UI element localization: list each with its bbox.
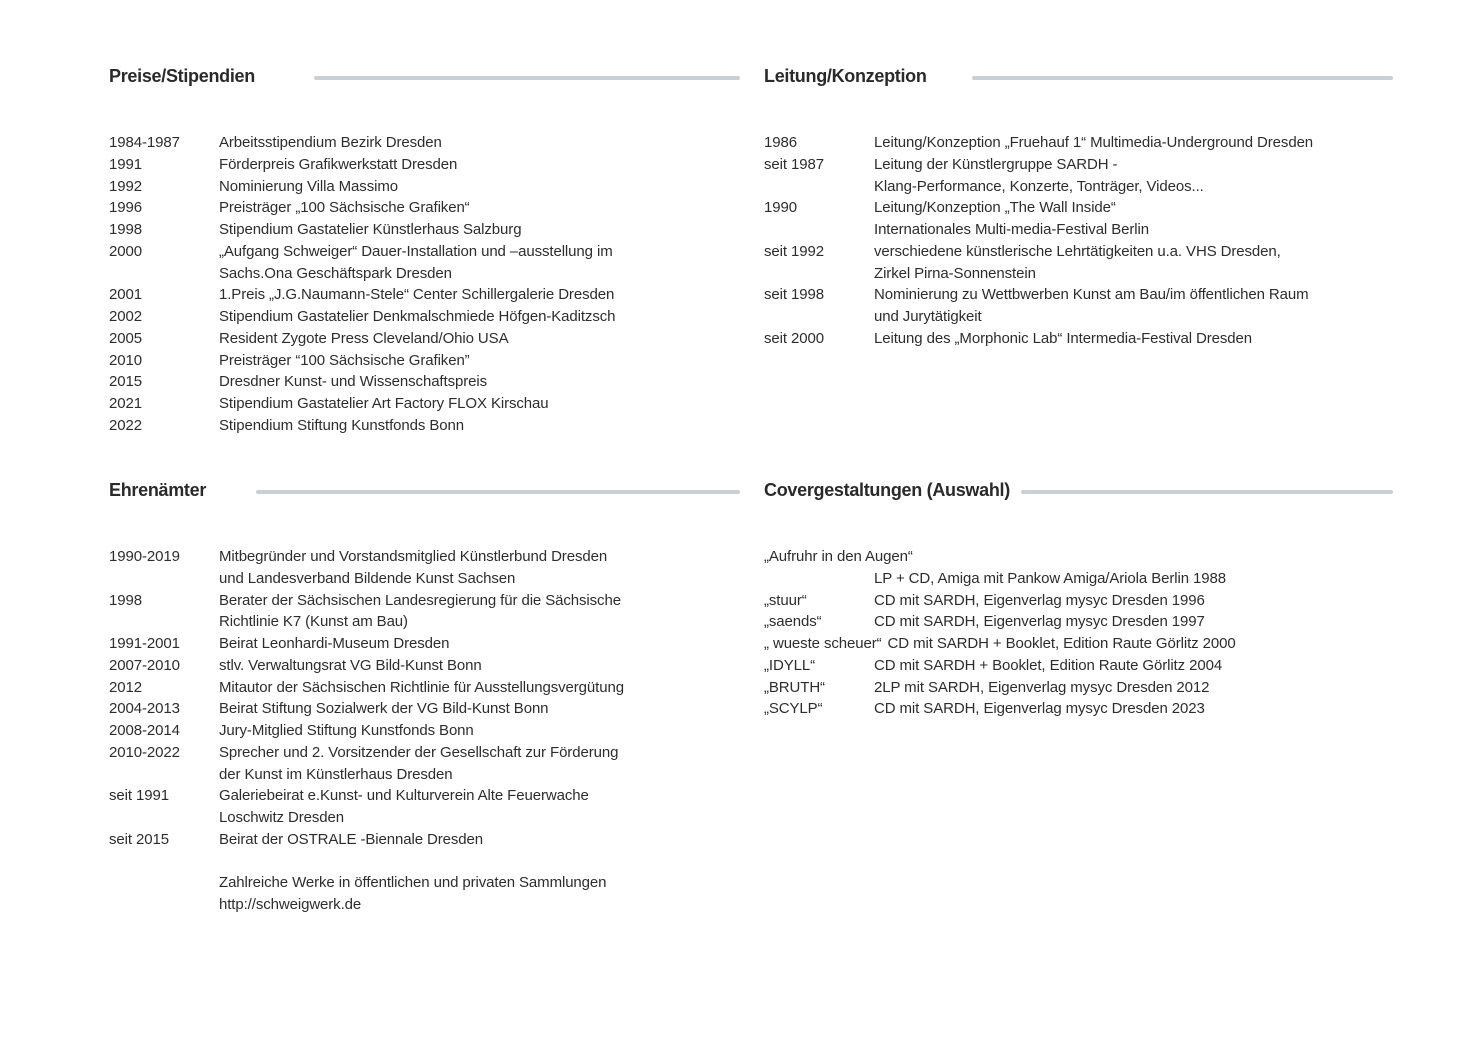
entry-term: 2021 (109, 395, 142, 412)
entry-line: Preisträger “100 Sächsische Grafiken” (219, 351, 470, 369)
entry-description (219, 698, 740, 720)
entry-description (874, 655, 1393, 677)
list-item (109, 241, 740, 285)
list-item (109, 655, 740, 677)
entry-description (874, 568, 1393, 590)
list-item (764, 241, 1393, 285)
entry-line: Richtlinie K7 (Kunst am Bau) (219, 613, 408, 631)
entry-description (219, 219, 740, 241)
section-rule (314, 76, 740, 80)
entry-line: Sprecher und 2. Vorsitzender der Gesellschaft zur Förderung (219, 743, 619, 761)
entry-line: CD mit SARDH, Eigenverlag mysyc Dresden 2023 (874, 700, 1205, 718)
list-item (109, 306, 740, 328)
entry-description (874, 611, 1393, 633)
entry-term: „ wueste scheuer“ (764, 635, 882, 652)
entry-term: seit 1998 (764, 286, 824, 304)
entry-term: „Aufruhr in den Augen“ (764, 548, 913, 565)
entry-term: 1990-2019 (109, 548, 180, 565)
entry-description (219, 415, 740, 437)
entry-description (874, 197, 1393, 241)
entry-line: „Aufgang Schweiger“ Dauer-Installation und –ausstellung im (219, 242, 613, 260)
entry-description (219, 306, 740, 328)
entry-term: 1998 (109, 591, 142, 609)
list-item (764, 328, 1393, 350)
entry-description (874, 241, 1393, 285)
list-item (109, 590, 740, 634)
list-item (109, 698, 740, 720)
list-item (764, 590, 1393, 612)
entry-description (874, 590, 1393, 612)
entry-description (874, 132, 1393, 154)
entry-line: Leitung des „Morphonic Lab“ Intermedia-Festival Dresden (874, 329, 1253, 347)
section-rule (256, 490, 740, 494)
entry-description (874, 284, 1393, 328)
entry-line: Leitung/Konzeption „The Wall Inside“ (874, 199, 1116, 217)
entry-line: CD mit SARDH + Booklet, Edition Raute Görlitz 2000 (887, 635, 1236, 652)
entry-line: Stipendium Gastatelier Denkmalschmiede Höfgen-Kaditzsch (219, 308, 616, 325)
entry-line: 2LP mit SARDH, Eigenverlag mysyc Dresden 2012 (874, 678, 1210, 696)
entry-term: 1992 (109, 177, 142, 195)
list-item (109, 176, 740, 198)
entry-term: seit 1987 (764, 155, 824, 173)
entry-description (219, 197, 740, 219)
section-ehrenaemter (109, 479, 740, 916)
entry-term: 2008-2014 (109, 722, 180, 739)
entry-line: 1.Preis „J.G.Naumann-Stele“ Center Schillergalerie Dresden (219, 286, 615, 304)
entry-term: 1991-2001 (109, 635, 180, 652)
entry-description (219, 154, 740, 176)
entry-term: „SCYLP“ (764, 700, 823, 718)
entry-description (219, 328, 740, 350)
list-item (764, 611, 1393, 633)
entry-description (219, 176, 740, 198)
entry-line: http://schweigwerk.de (219, 896, 362, 913)
list-item (764, 568, 1393, 590)
entry-term: 1996 (109, 199, 142, 217)
section-title: Leitung/Konzeption (764, 65, 927, 86)
entry-line: und Landesverband Bildende Kunst Sachsen (219, 569, 516, 587)
entry-line: Beirat Stiftung Sozialwerk der VG Bild-Kunst Bonn (219, 700, 549, 718)
entry-line: LP + CD, Amiga mit Pankow Amiga/Ariola Berlin 1988 (874, 569, 1226, 587)
section-title: Ehrenämter (109, 479, 207, 500)
list-item (109, 546, 740, 590)
list-item (109, 350, 740, 372)
entry-term: „stuur“ (764, 591, 807, 609)
entry-line: Dresdner Kunst- und Wissenschaftspreis (219, 373, 487, 391)
entry-description (219, 829, 740, 851)
entry-line: Galeriebeirat e.Kunst- und Kulturverein Alte Feuerwache (219, 787, 589, 805)
entry-description (219, 720, 740, 742)
entry-term: 1990 (764, 199, 797, 217)
entry-line: Stipendium Gastatelier Art Factory FLOX Kirschau (219, 395, 549, 412)
entry-line: Arbeitsstipendium Bezirk Dresden (219, 134, 442, 151)
list-item (764, 633, 1393, 655)
entry-line: Leitung der Künstlergruppe SARDH - (874, 155, 1118, 173)
entry-term: 1991 (109, 155, 142, 173)
list-item (109, 219, 740, 241)
list-item (109, 197, 740, 219)
entry-line: Sachs.Ona Geschäftspark Dresden (219, 264, 452, 282)
list-item (109, 371, 740, 393)
list-item (109, 284, 740, 306)
entry-description (219, 132, 740, 154)
section-preise-stipendien (109, 65, 740, 437)
entry-term: 1986 (764, 134, 797, 151)
entry-line: Klang-Performance, Konzerte, Tonträger, Videos... (874, 177, 1204, 195)
entry-line: Förderpreis Grafikwerkstatt Dresden (219, 155, 458, 173)
section-header (109, 479, 740, 501)
entry-description (874, 677, 1393, 699)
section-header (109, 65, 740, 87)
entry-line: Nominierung Villa Massimo (219, 177, 398, 195)
entry-line: verschiedene künstlerische Lehrtätigkeiten u.a. VHS Dresden, (874, 242, 1281, 260)
entry-description (219, 677, 740, 699)
entry-line: der Kunst im Künstlerhaus Dresden (219, 765, 453, 783)
list-item (764, 132, 1393, 154)
entry-line: Berater der Sächsischen Landesregierung für die Sächsische (219, 591, 621, 609)
entry-term: 1998 (109, 221, 142, 238)
list-item (109, 829, 740, 851)
entry-term: 2005 (109, 329, 142, 347)
entry-description (219, 393, 740, 415)
list-item (109, 415, 740, 437)
entry-line: Jury-Mitglied Stiftung Kunstfonds Bonn (219, 722, 474, 739)
honorary-list (109, 546, 740, 916)
entry-term: 2022 (109, 416, 142, 434)
entry-description (219, 872, 740, 916)
entry-line: CD mit SARDH + Booklet, Edition Raute Görlitz 2004 (874, 656, 1223, 674)
list-item (764, 655, 1393, 677)
section-rule (1021, 490, 1393, 494)
list-item (764, 197, 1393, 241)
entry-line: Beirat der OSTRALE -Biennale Dresden (219, 830, 484, 848)
entry-term: 2007-2010 (109, 656, 180, 674)
list-item (764, 698, 1393, 720)
entry-description (888, 633, 1393, 655)
entry-description (219, 633, 740, 655)
entry-description (219, 284, 740, 306)
entry-term: seit 1992 (764, 242, 824, 260)
entry-term: seit 2015 (109, 830, 169, 848)
list-item (764, 677, 1393, 699)
entry-description (219, 590, 740, 634)
entry-line: Stipendium Gastatelier Künstlerhaus Salzburg (219, 221, 522, 238)
entry-term: „IDYLL“ (764, 656, 815, 674)
section-leitung-konzeption (764, 65, 1393, 350)
entry-line: Internationales Multi-media-Festival Berlin (874, 221, 1149, 238)
list-item (109, 633, 740, 655)
entry-description (219, 371, 740, 393)
entry-term: seit 1991 (109, 787, 169, 805)
award-list (109, 132, 740, 437)
entry-line: Resident Zygote Press Cleveland/Ohio USA (219, 329, 509, 347)
entry-description (219, 546, 740, 590)
section-covergestaltungen (764, 479, 1393, 720)
entry-description (219, 241, 740, 285)
entry-term: 2001 (109, 286, 142, 304)
entry-line: Mitautor der Sächsischen Richtlinie für Ausstellungsvergütung (219, 678, 624, 696)
list-item (109, 677, 740, 699)
entry-term: „BRUTH“ (764, 678, 825, 696)
entry-line: Beirat Leonhardi-Museum Dresden (219, 635, 450, 652)
section-title: Preise/Stipendien (109, 65, 255, 86)
entry-term: 2010 (109, 351, 142, 369)
entry-description (874, 328, 1393, 350)
list-item (109, 742, 740, 786)
list-item (109, 785, 740, 829)
entry-description (219, 350, 740, 372)
section-rule (972, 76, 1393, 80)
entry-term: 2012 (109, 678, 142, 696)
cover-list (764, 546, 1393, 720)
entry-line: Zirkel Pirna-Sonnenstein (874, 264, 1036, 282)
entry-line: CD mit SARDH, Eigenverlag mysyc Dresden 1996 (874, 591, 1205, 609)
entry-line: Zahlreiche Werke in öffentlichen und privaten Sammlungen (219, 874, 607, 892)
entry-description (219, 655, 740, 677)
entry-description (219, 785, 740, 829)
entry-line: CD mit SARDH, Eigenverlag mysyc Dresden 1997 (874, 613, 1205, 631)
list-item (764, 154, 1393, 198)
entry-description (874, 698, 1393, 720)
list-item (764, 546, 1393, 568)
entry-line: Mitbegründer und Vorstandsmitglied Künstlerbund Dresden (219, 548, 608, 565)
entry-term: 2002 (109, 308, 142, 325)
entry-term: 2015 (109, 373, 142, 391)
entry-term: „saends“ (764, 613, 822, 631)
entry-term: seit 2000 (764, 329, 824, 347)
entry-line: Nominierung zu Wettbwerben Kunst am Bau/im öffentlichen Raum (874, 286, 1309, 304)
entry-description (219, 742, 740, 786)
entry-term: 2010-2022 (109, 743, 180, 761)
section-header (764, 479, 1393, 501)
entry-line: und Jurytätigkeit (874, 308, 982, 325)
list-item (109, 872, 740, 916)
entry-term: 2004-2013 (109, 700, 180, 718)
list-item (109, 720, 740, 742)
entry-line: stlv. Verwaltungsrat VG Bild-Kunst Bonn (219, 656, 482, 674)
list-item (109, 132, 740, 154)
entry-line: Preisträger „100 Sächsische Grafiken“ (219, 199, 470, 217)
list-item (109, 393, 740, 415)
list-item (764, 284, 1393, 328)
section-title: Covergestaltungen (Auswahl) (764, 479, 1010, 500)
entry-line: Loschwitz Dresden (219, 809, 345, 826)
entry-description (874, 154, 1393, 198)
list-item (109, 154, 740, 176)
entry-term: 2000 (109, 242, 142, 260)
entry-line: Leitung/Konzeption „Fruehauf 1“ Multimedia-Underground Dresden (874, 134, 1314, 151)
entry-term: 1984-1987 (109, 134, 180, 151)
list-item (109, 328, 740, 350)
entry-line: Stipendium Stiftung Kunstfonds Bonn (219, 416, 464, 434)
section-header (764, 65, 1393, 87)
entry-description (919, 546, 1393, 568)
leadership-list (764, 132, 1393, 350)
